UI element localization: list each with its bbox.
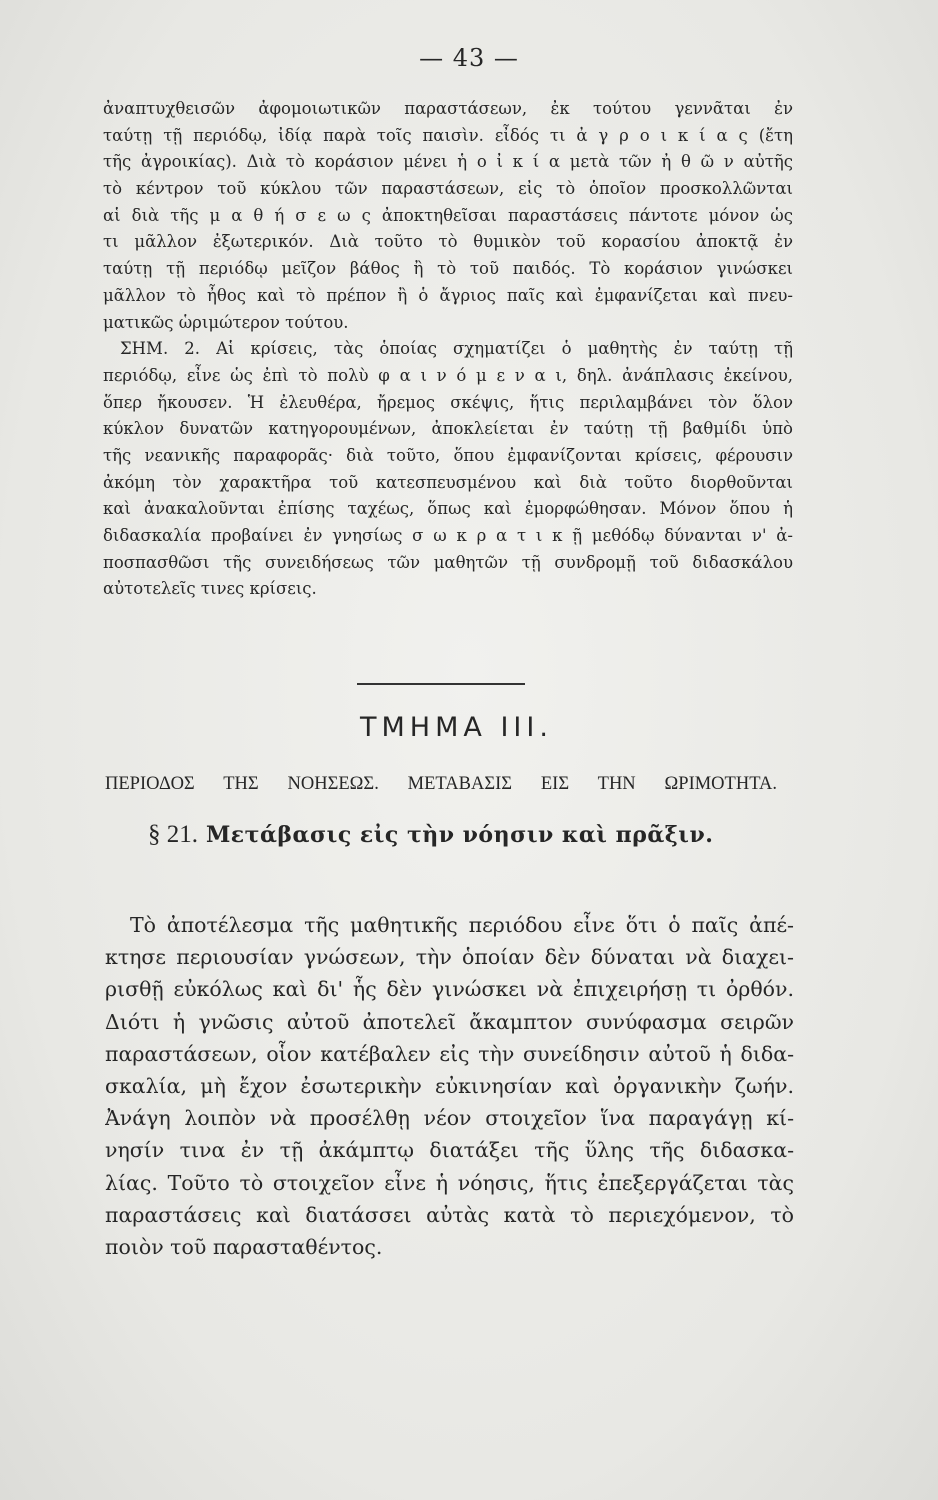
- notes-line: τῆς νεανικῆς παραφορᾶς· διὰ τοῦτο, ὅπου ἐμφανίζονται κρίσεις, φέρουσιν: [103, 445, 793, 465]
- section-subtitle: ΠΕΡΙΟΔΟΣ ΤΗΣ ΝΟΗΣΕΩΣ. ΜΕΤΑΒΑΣΙΣ ΕΙΣ ΤΗΝ ΩΡΙΜΟΤΗΤΑ.: [105, 774, 777, 794]
- body-line: κτησε περιουσίαν γνώσεων, τὴν ὁποίαν δὲν δύναται νὰ διαχει-: [105, 945, 794, 970]
- heading-text: Μετάβασις εἰς τὴν νόησιν καὶ πρᾶξιν.: [205, 822, 714, 848]
- body-line: ρισθῇ εὐκόλως καὶ δι' ἧς δὲν γινώσκει νὰ ἐπιχειρήσῃ τι ὀρθόν.: [105, 977, 794, 1002]
- notes-paragraph: [103, 96, 793, 603]
- body-paragraph: [105, 909, 794, 1263]
- body-line: Διότι ἡ γνῶσις αὐτοῦ ἀποτελεῖ ἄκαμπτον συνύφασμα σειρῶν: [105, 1009, 794, 1034]
- page-number: — 43 —: [419, 44, 519, 72]
- notes-line: αἱ διὰ τῆς μ α θ ή σ ε ω ς ἀποκτηθεῖσαι παραστάσεις πάντοτε μόνον ὡς: [103, 205, 793, 225]
- notes-line: μᾶλλον τὸ ἦθος καὶ τὸ πρέπον ἢ ὁ ἄγριος παῖς καὶ ἐμφανίζεται καὶ πνευ-: [103, 285, 793, 305]
- notes-line: ἀναπτυχθεισῶν ἀφομοιωτικῶν παραστάσεων, ἐκ τούτου γεννᾶται ἐν: [103, 99, 793, 118]
- notes-line: τῆς ἀγροικίας). Διὰ τὸ κοράσιον μένει ἡ ο ἰ κ ί α μετὰ τῶν ἠ θ ῶ ν αὐτῆς: [103, 152, 793, 172]
- body-line: σκαλία, μὴ ἔχον ἐσωτερικὴν εὐκινησίαν καὶ ὀργανικὴν ζωήν.: [105, 1073, 794, 1098]
- notes-line: κύκλον δυνατῶν κατηγορουμένων, ἀποκλείεται ἐν ταύτῃ τῇ βαθμίδι ὑπὸ: [103, 419, 793, 439]
- section-title: ΤΜΗΜΑ ΙΙΙ.: [360, 712, 553, 743]
- notes-line: ποσπασθῶσι τῆς συνειδήσεως τῶν μαθητῶν τῇ συνδρομῇ τοῦ διδασκάλου: [103, 552, 793, 572]
- notes-line: αὐτοτελεῖς τινες κρίσεις.: [103, 579, 317, 599]
- notes-line: ὅπερ ἤκουσεν. Ἡ ἐλευθέρα, ἤρεμος σκέψις, ἥτις περιλαμβάνει τὸν ὅλον: [103, 392, 793, 412]
- notes-line: ἀκόμη τὸν χαρακτῆρα τοῦ κατεσπευσμένου καὶ διὰ τοῦτο διορθοῦνται: [103, 472, 793, 492]
- notes-line: τι μᾶλλον ἐξωτερικόν. Διὰ τοῦτο τὸ θυμικὸν τοῦ κορασίου ἀποκτᾷ ἐν: [103, 232, 793, 252]
- body-line: λίας. Τοῦτο τὸ στοιχεῖον εἶνε ἡ νόησις, ἥτις ἐπεξεργάζεται τὰς: [105, 1170, 794, 1195]
- notes-line: τὸ κέντρον τοῦ κύκλου τῶν παραστάσεων, εἰς τὸ ὁποῖον προσκολλῶνται: [103, 179, 793, 199]
- body-line: Ἀνάγη λοιπὸν νὰ προσέλθῃ νέον στοιχεῖον ἵνα παραγάγῃ κί-: [105, 1106, 794, 1131]
- notes-line: διδασκαλία προβαίνει ἐν γνησίως σ ω κ ρ α τ ι κ ῇ μεθόδῳ δύνανται ν' ἀ-: [103, 526, 793, 545]
- notes-line: καὶ ἀνακαλοῦνται ἐπίσης ταχέως, ὅπως καὶ ἐμορφώθησαν. Μόνον ὅπου ἡ: [103, 499, 793, 519]
- body-line: παραστάσεις καὶ διατάσσει αὐτὰς κατὰ τὸ περιεχόμενον, τὸ: [105, 1202, 794, 1227]
- section-divider: [357, 683, 525, 685]
- body-line: παραστάσεων, οἷον κατέβαλεν εἰς τὴν συνείδησιν αὐτοῦ ἡ διδα-: [105, 1041, 794, 1066]
- notes-line: ΣΗΜ. 2. Αἱ κρίσεις, τὰς ὁποίας σχηματίζει ὁ μαθητὴς ἐν ταύτῃ τῇ: [120, 339, 793, 359]
- body-line: Τὸ ἀποτέλεσμα τῆς μαθητικῆς περιόδου εἶνε ὅτι ὁ παῖς ἀπέ-: [130, 913, 794, 937]
- paragraph-heading: [148, 819, 713, 849]
- body-line: ποιὸν τοῦ παρασταθέντος.: [105, 1234, 383, 1259]
- body-line: νησίν τινα ἐν τῇ ἀκάμπτῳ διατάξει τῆς ὕλης τῆς διδασκα-: [105, 1138, 794, 1163]
- notes-line: ταύτῃ τῇ περιόδῳ μεῖζον βάθος ἢ τὸ τοῦ παιδός. Τὸ κοράσιον γινώσκει: [103, 259, 793, 279]
- notes-line: περιόδῳ, εἶνε ὡς ἐπὶ τὸ πολὺ φ α ι ν ό μ ε ν α ι, δηλ. ἀνάπλασις ἐκείνου,: [103, 365, 793, 385]
- notes-line: ματικῶς ὡριμώτερον τούτου.: [103, 312, 349, 332]
- notes-line: ταύτῃ τῇ περιόδῳ, ἰδίᾳ παρὰ τοῖς παισὶν. εἶδός τι ἀ γ ρ ο ι κ ί α ς (ἔτη: [103, 125, 793, 145]
- heading-number: § 21.: [148, 821, 198, 848]
